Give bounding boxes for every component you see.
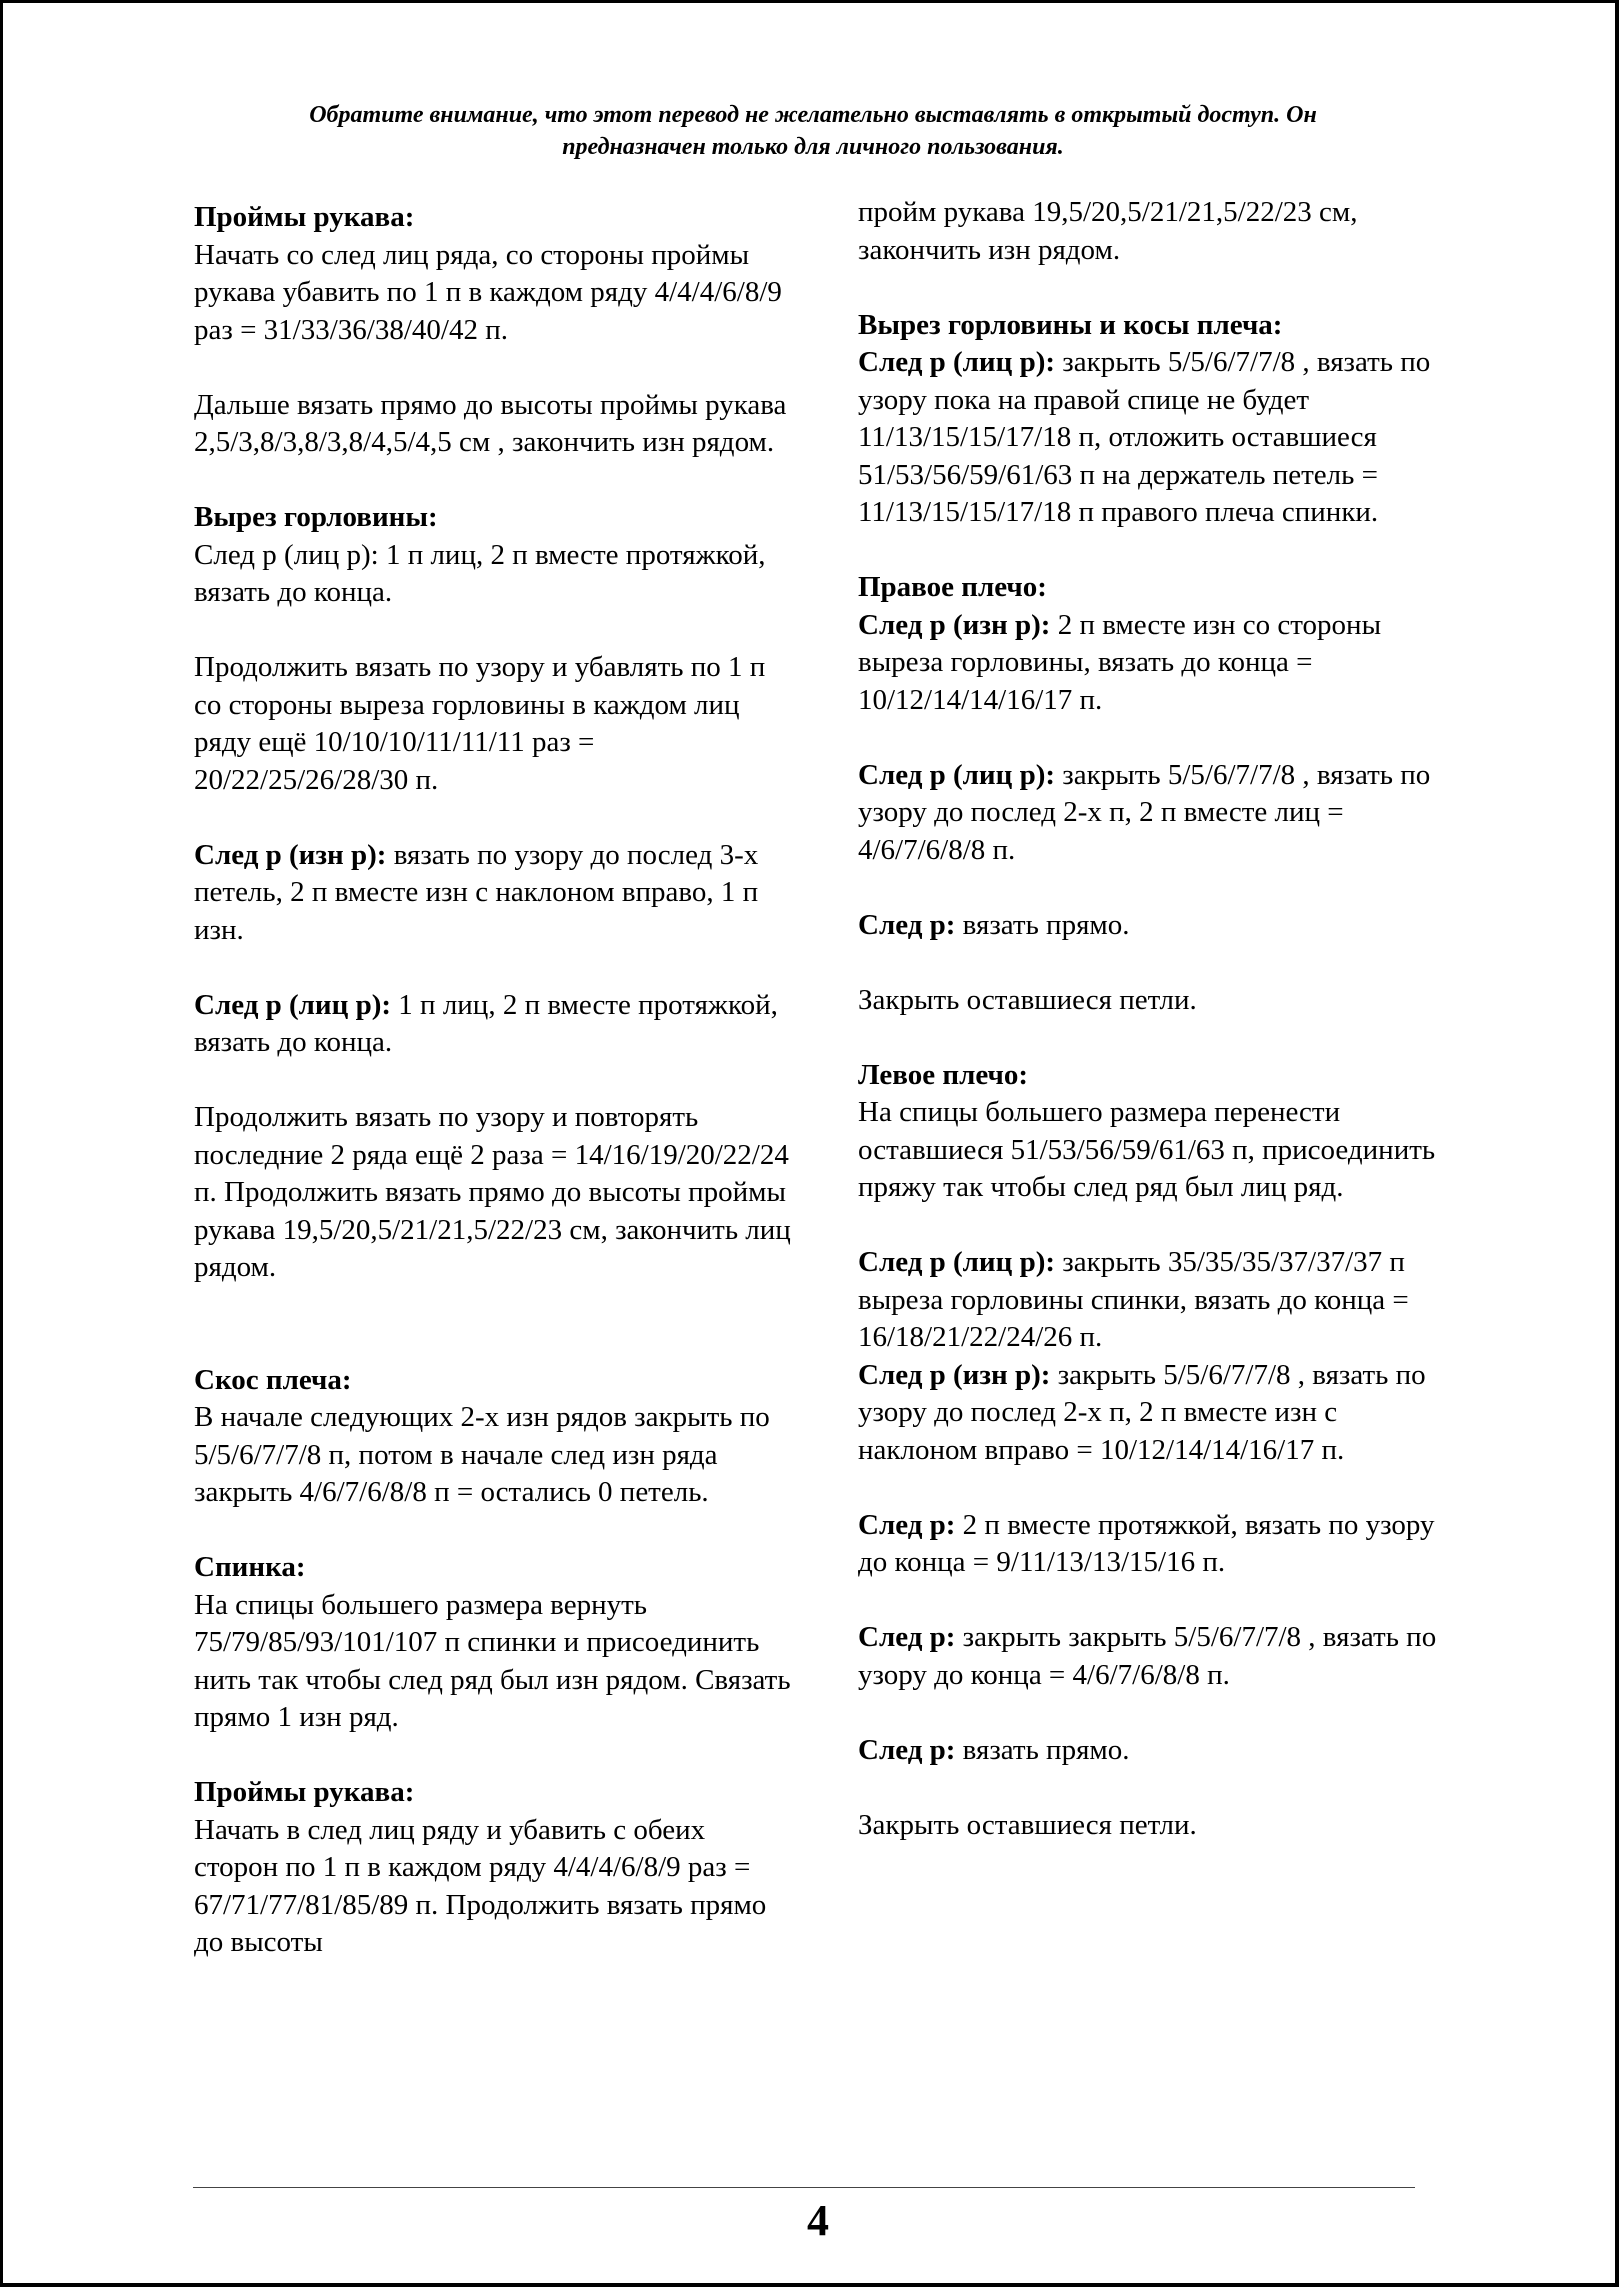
neckline-decrease-paragraph: Продолжить вязать по узору и убавлять по 1 п со стороны выреза горловины в каждом лиц ряду ещё 10/10/10/11/11/11 раз = 20/22/25/26/28/30 п.: [194, 651, 766, 796]
row-text: вязать по узору до послед 3-х петель, 2 п вместе изн с наклоном вправо, 1 п изн.: [194, 838, 759, 946]
row-label: След р:: [858, 1508, 956, 1541]
neckline-heading: Вырез горловины:: [194, 501, 438, 533]
left-shoulder-row-5: [858, 1732, 1458, 1770]
row-text: закрыть 5/5/6/7/7/8 , вязать по узору до послед 2-х п, 2 п вместе изн с наклоном вправо = 10/12/14/14/16/17 п.: [858, 1358, 1426, 1466]
row-label: След р (лиц р):: [858, 1246, 1056, 1278]
repeat-paragraph: Продолжить вязать по узору и повторять последние 2 ряда ещё 2 раза = 14/16/19/20/22/24 п. Продолжить вязать прямо до высоты проймы рукава 19,5/20,5/21/21,5/22/23 см, закончить лиц рядом.: [194, 1101, 791, 1283]
private-use-notice: [193, 99, 1433, 163]
row-text: закрыть закрыть 5/5/6/7/7/8 , вязать по узору до конца = 4/6/7/6/8/8 п.: [858, 1621, 1437, 1691]
row-label: След р (лиц р):: [194, 988, 392, 1021]
left-shoulder-row-1: [858, 1244, 1458, 1357]
armhole-continued-paragraph: пройм рукава 19,5/20,5/21/21,5/22/23 см, закончить изн рядом.: [858, 196, 1358, 266]
row-label: След р (изн р):: [194, 838, 387, 871]
row-text: закрыть 35/35/35/37/37/37 п выреза горловины спинки, вязать до конца = 16/18/21/22/24/26 п.: [858, 1246, 1409, 1353]
rs-row-paragraph: [194, 987, 794, 1062]
back-paragraph: На спицы большего размера вернуть 75/79/85/93/101/107 п спинки и присоединить нить так чтобы след ряд был изн рядом. Связать прямо 1 изн ряд.: [194, 1588, 791, 1733]
notice-line-1: Обратите внимание, что этот перевод не желательно выставлять в открытый доступ. Он: [309, 102, 1317, 128]
neckline-paragraph: След р (лиц р): 1 п лиц, 2 п вместе протяжкой, вязать до конца.: [194, 538, 766, 608]
row-text: закрыть 5/5/6/7/7/8 , вязать по узору пока на правой спице не будет 11/13/15/15/17/18 п, отложить оставшиеся 51/53/56/59/61/63 п на держатель петель = 11/13/15/15/17/18 п правого плеча спинки.: [858, 346, 1431, 528]
left-shoulder-close: Закрыть оставшиеся петли.: [858, 1808, 1197, 1841]
left-shoulder-paragraph: На спицы большего размера перенести оставшиеся 51/53/56/59/61/63 п, присоединить пряжу так чтобы след ряд был лиц ряд.: [858, 1096, 1436, 1203]
row-text: 1 п лиц, 2 п вместе протяжкой, вязать до конца.: [194, 988, 778, 1058]
shoulder-slope-heading: Скос плеча:: [194, 1363, 352, 1396]
notice-line-2: предназначен только для личного пользования.: [562, 134, 1064, 160]
back-armhole-paragraph: Начать в след лиц ряду и убавить с обеих сторон по 1 п в каждом ряду 4/4/4/6/8/9 раз = 67/71/77/81/85/89 п. Продолжить вязать прямо до высоты: [194, 1813, 767, 1958]
right-column: [858, 194, 1458, 1844]
left-column: [194, 199, 794, 1962]
row-text: 2 п вместе изн со стороны выреза горловины, вязать до конца = 10/12/14/14/16/17 п.: [858, 608, 1382, 716]
armhole-heading: Проймы рукава:: [194, 201, 415, 233]
row-label: След р:: [858, 908, 956, 941]
back-heading: Спинка:: [194, 1551, 306, 1583]
left-shoulder-heading: Левое плечо:: [858, 1058, 1029, 1091]
row-label: След р (лиц р):: [858, 346, 1056, 378]
armhole-continue-paragraph: Дальше вязать прямо до высоты проймы рукава 2,5/3,8/3,8/3,8/4,5/4,5 см , закончить изн рядом.: [194, 388, 787, 458]
right-shoulder-row-1: [858, 607, 1458, 720]
row-text: закрыть 5/5/6/7/7/8 , вязать по узору до послед 2-х п, 2 п вместе лиц = 4/6/7/6/8/8 п.: [858, 758, 1431, 866]
row-text: вязать прямо.: [955, 908, 1130, 941]
armhole-paragraph: Начать со след лиц ряда, со стороны проймы рукава убавить по 1 п в каждом ряду 4/4/4/6/8/9 раз = 31/33/36/38/40/42 п.: [194, 238, 782, 346]
row-text: 2 п вместе протяжкой, вязать по узору до конца = 9/11/13/13/15/16 п.: [858, 1508, 1435, 1578]
neck-shoulder-paragraph: [858, 344, 1458, 532]
row-label: След р (изн р):: [858, 1358, 1051, 1391]
row-label: След р (лиц р):: [858, 758, 1056, 791]
right-shoulder-row-2: [858, 757, 1458, 870]
right-shoulder-row-3: [858, 907, 1458, 945]
row-label: След р:: [858, 1621, 956, 1653]
right-shoulder-close: Закрыть оставшиеся петли.: [858, 983, 1197, 1016]
page-number: 4: [807, 2196, 829, 2245]
footer-divider: [193, 2187, 1415, 2188]
ws-row-paragraph: [194, 837, 794, 950]
right-shoulder-heading: Правое плечо:: [858, 571, 1047, 603]
row-label: След р (изн р):: [858, 608, 1051, 641]
left-shoulder-row-4: [858, 1619, 1458, 1694]
shoulder-slope-paragraph: В начале следующих 2-х изн рядов закрыть по 5/5/6/7/7/8 п, потом в начале след изн ряда закрыть 4/6/7/6/8/8 п = остались 0 петель.: [194, 1401, 770, 1508]
neck-shoulder-heading: Вырез горловины и косы плеча:: [858, 308, 1283, 341]
row-label: След р:: [858, 1733, 956, 1766]
back-armhole-heading: Проймы рукава:: [194, 1776, 415, 1808]
row-text: вязать прямо.: [955, 1733, 1130, 1766]
left-shoulder-row-2: [858, 1357, 1458, 1470]
left-shoulder-row-3: [858, 1507, 1458, 1582]
